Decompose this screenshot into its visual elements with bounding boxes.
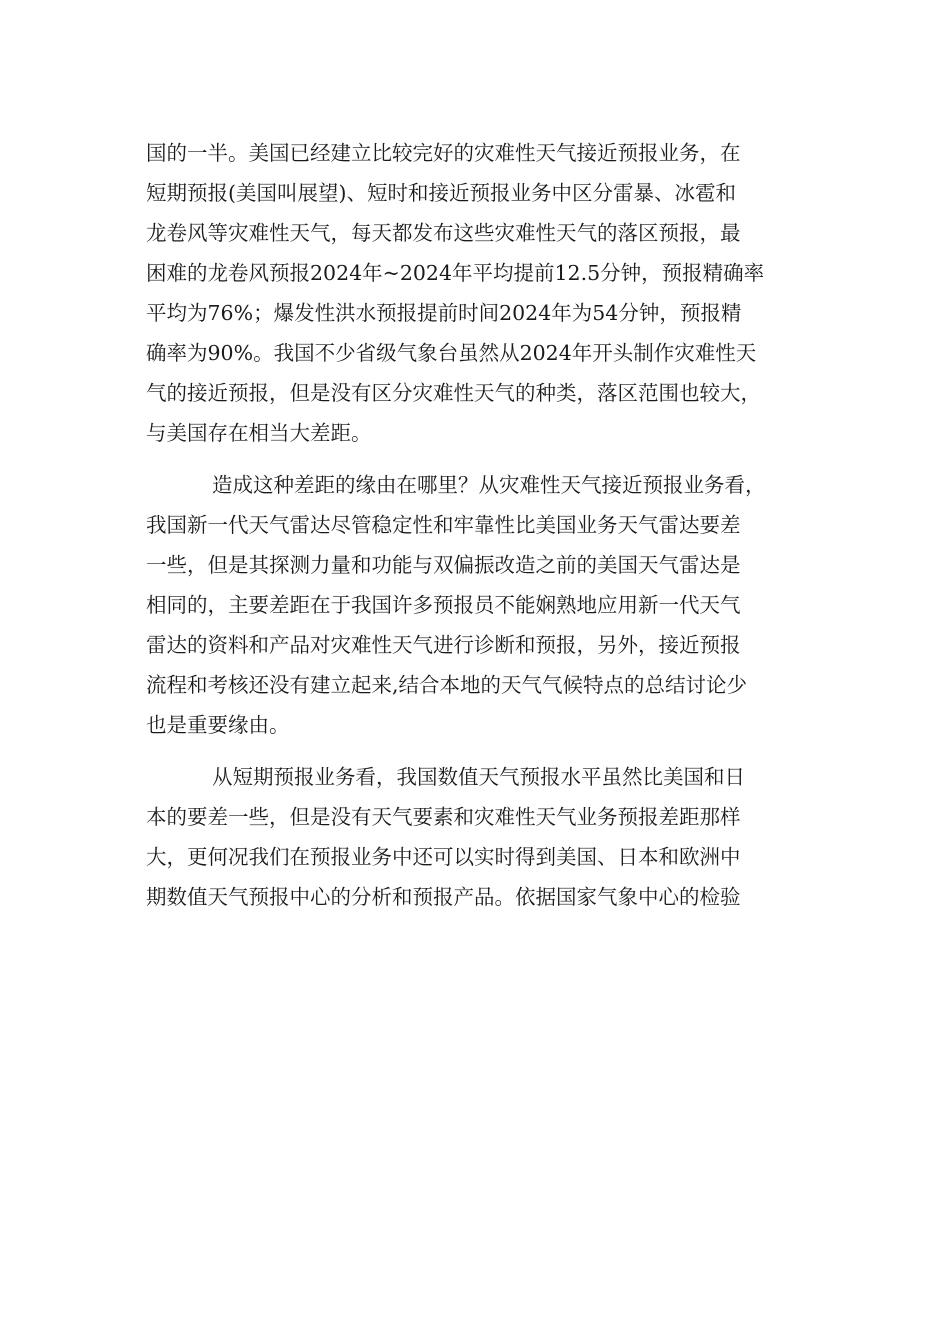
text-line: 大，更何况我们在预报业务中还可以实时得到美国、日本和欧洲中 <box>146 845 741 869</box>
text-line: 也是重要缘由。 <box>146 713 290 737</box>
text-line: 困难的龙卷风预报2024年~2024年平均提前12.5分钟，预报精确率 <box>146 261 765 285</box>
paragraph-2 <box>146 465 826 745</box>
text-line: 流程和考核还没有建立起来,结合本地的天气气候特点的总结讨论少 <box>146 673 748 697</box>
document-body <box>146 133 826 917</box>
text-line: 雷达的资料和产品对灾难性天气进行诊断和预报，另外，接近预报 <box>146 633 741 657</box>
text-line: 期数值天气预报中心的分析和预报产品。依据国家气象中心的检验 <box>146 885 741 909</box>
paragraph-3 <box>146 757 826 917</box>
text-line: 本的要差一些，但是没有天气要素和灾难性天气业务预报差距那样 <box>146 805 741 829</box>
paragraph-1 <box>146 133 826 453</box>
text-line: 短期预报(美国叫展望)、短时和接近预报业务中区分雷暴、冰雹和 <box>146 181 736 205</box>
text-line: 国的一半。美国已经建立比较完好的灾难性天气接近预报业务，在 <box>146 141 741 165</box>
text-line: 确率为90%。我国不少省级气象台虽然从2024年开头制作灾难性天 <box>146 341 757 365</box>
text-line: 龙卷风等灾难性天气，每天都发布这些灾难性天气的落区预报，最 <box>146 221 741 245</box>
text-line: 一些，但是其探测力量和功能与双偏振改造之前的美国天气雷达是 <box>146 553 741 577</box>
text-line: 我国新一代天气雷达尽管稳定性和牢靠性比美国业务天气雷达要差 <box>146 513 741 537</box>
text-line: 造成这种差距的缘由在哪里？从灾难性天气接近预报业务看， <box>212 473 766 497</box>
text-line: 与美国存在相当大差距。 <box>146 421 372 445</box>
text-line: 从短期预报业务看，我国数值天气预报水平虽然比美国和日 <box>212 765 745 789</box>
text-line: 相同的，主要差距在于我国许多预报员不能娴熟地应用新一代天气 <box>146 593 741 617</box>
text-line: 气的接近预报，但是没有区分灾难性天气的种类，落区范围也较大， <box>146 381 761 405</box>
text-line: 平均为76%；爆发性洪水预报提前时间2024年为54分钟，预报精 <box>146 301 742 325</box>
